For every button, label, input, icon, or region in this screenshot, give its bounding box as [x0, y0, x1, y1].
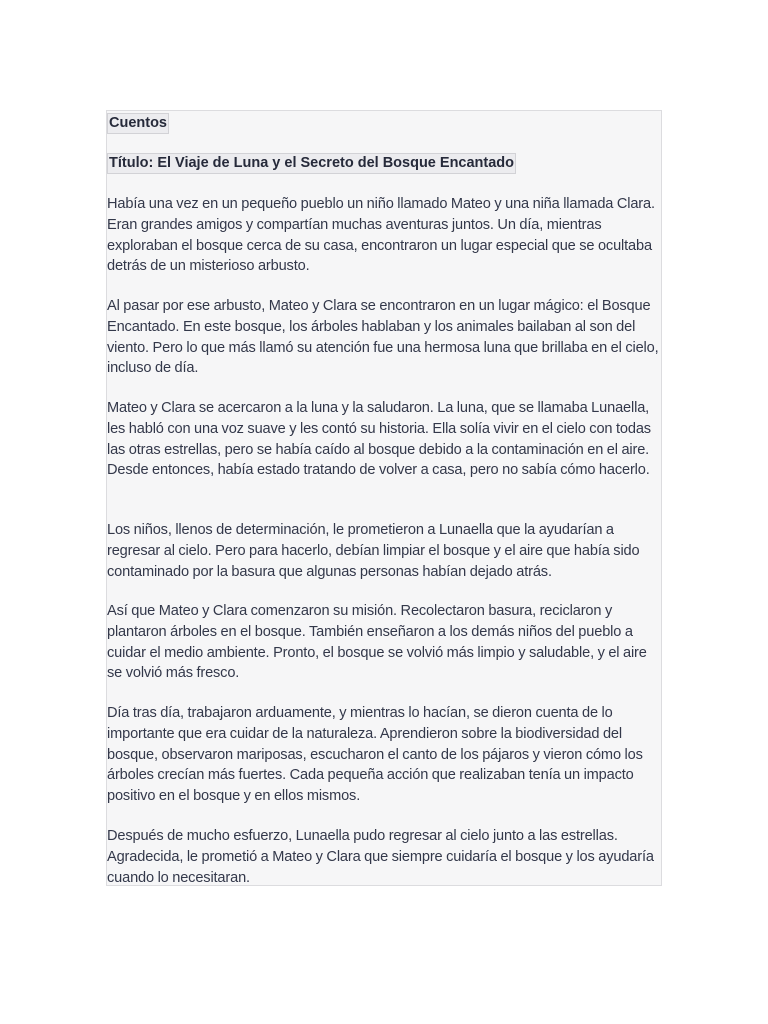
story-paragraph-3: Mateo y Clara se acercaron a la luna y la saludaron. La luna, que se llamaba Lunaella, les habló con una voz suave y les contó su historia. Ella solía vivir en el cielo con todas las otras estrellas, pero se había caído al bosque debido a la contaminación en el aire. Desde entonces, había estado tratando de volver a casa, pero no sabía cómo hacerlo.	[107, 400, 651, 479]
document-text-box	[106, 110, 662, 886]
story-paragraph-5: Así que Mateo y Clara comenzaron su misión. Recolectaron basura, reciclaron y plantaron árboles en el bosque. También enseñaron a los demás niños del pueblo a cuidar el medio ambiente. Pronto, el bosque se volvió más limpio y saludable, y el aire se volvió más fresco.	[107, 603, 647, 682]
section-label: Cuentos	[107, 113, 169, 134]
story-paragraph-4: Los niños, llenos de determinación, le prometieron a Lunaella que la ayudarían a regresar al cielo. Pero para hacerlo, debían limpiar el bosque y el aire que había sido contaminado por la basura que algunas personas habían dejado atrás.	[107, 522, 640, 580]
story-paragraph-6: Día tras día, trabajaron arduamente, y mientras lo hacían, se dieron cuenta de lo importante que era cuidar de la naturaleza. Aprendieron sobre la biodiversidad del bosque, observaron mariposas, escucharon el canto de los pájaros y vieron cómo los árboles crecían más fuertes. Cada pequeña acción que realizaban tenía un impacto positivo en el bosque y en ellos mismos.	[107, 705, 643, 805]
story-paragraph-7: Después de mucho esfuerzo, Lunaella pudo regresar al cielo junto a las estrellas. Agradecida, le prometió a Mateo y Clara que siempre cuidaría el bosque y los ayudaría cuando lo necesitaran.	[107, 828, 654, 886]
story-paragraph-2: Al pasar por ese arbusto, Mateo y Clara se encontraron en un lugar mágico: el Bosque Encantado. En este bosque, los árboles hablaban y los animales bailaban al son del viento. Pero lo que más llamó su atención fue una hermosa luna que brillaba en el cielo, incluso de día.	[107, 298, 659, 377]
story-paragraph-1: Había una vez en un pequeño pueblo un niño llamado Mateo y una niña llamada Clara. Eran grandes amigos y compartían muchas aventuras juntos. Un día, mientras exploraban el bosque cerca de su casa, encontraron un lugar especial que se ocultaba detrás de un misterioso arbusto.	[107, 196, 655, 275]
story-title: Título: El Viaje de Luna y el Secreto del Bosque Encantado	[107, 153, 516, 174]
